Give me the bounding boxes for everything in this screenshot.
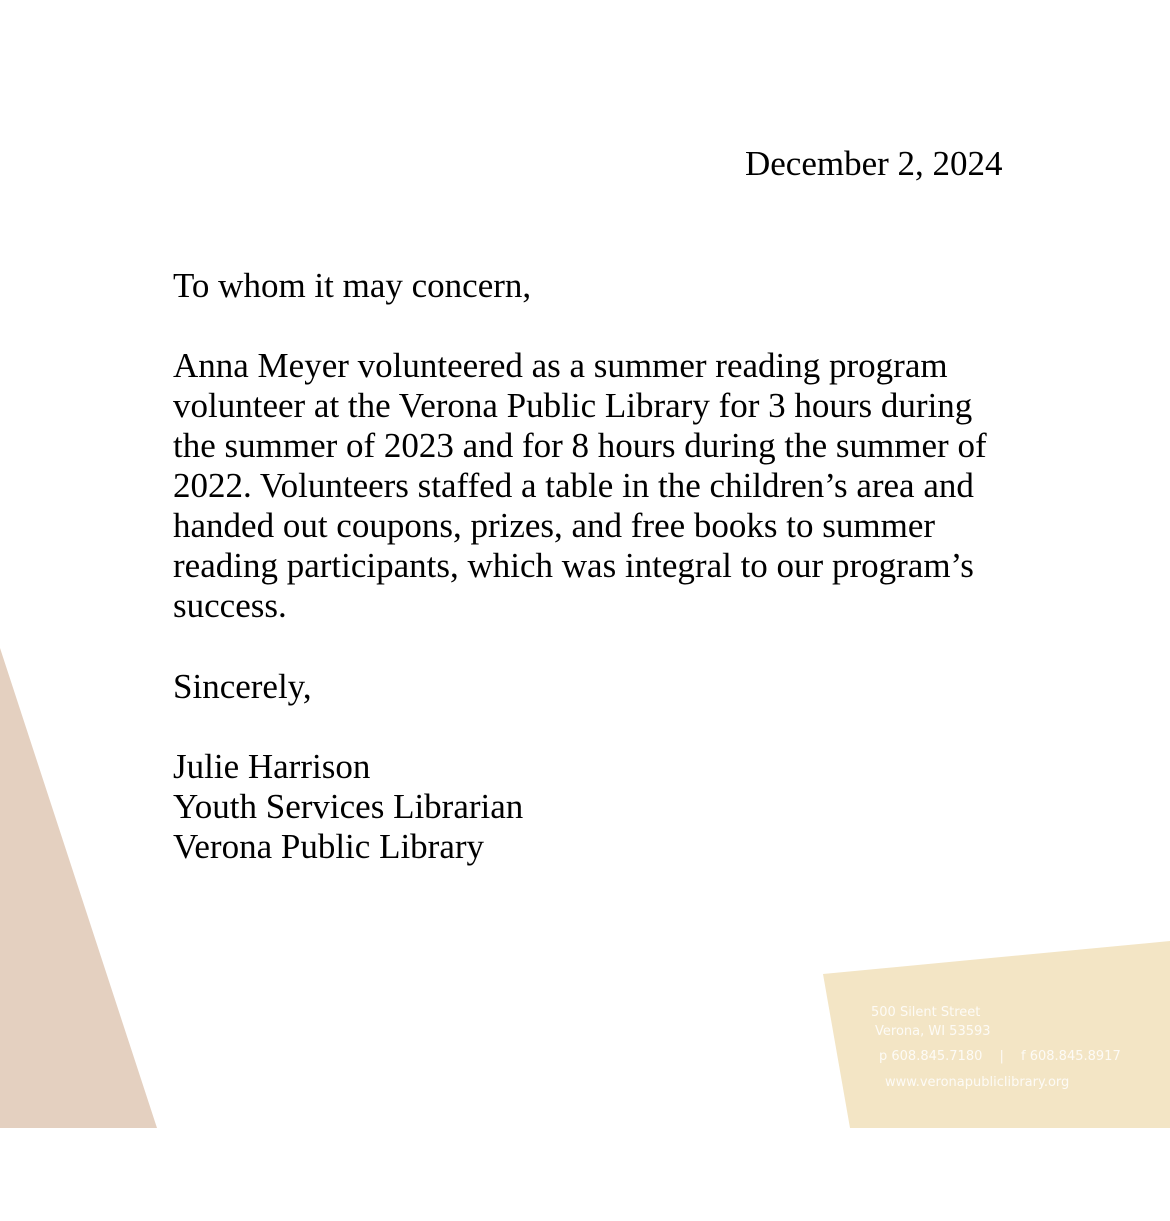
letter-closing: Sincerely, <box>173 667 312 706</box>
left-beige-shape <box>0 648 157 1128</box>
letter-salutation: To whom it may concern, <box>173 266 532 305</box>
signer-organization: Verona Public Library <box>173 827 485 866</box>
body-line: handed out coupons, prizes, and free books to summer <box>173 506 936 545</box>
body-line: 2022. Volunteers staffed a table in the children’s area and <box>173 466 974 505</box>
footer-street: 500 Silent Street <box>871 1005 981 1020</box>
footer-website-link[interactable]: www.veronapubliclibrary.org <box>885 1075 1070 1090</box>
footer-contact <box>879 1048 1121 1066</box>
signer-name: Julie Harrison <box>173 747 371 786</box>
body-line: success. <box>173 586 287 625</box>
body-line: Anna Meyer volunteered as a summer reading program <box>173 346 948 385</box>
footer-phone: p 608.845.7180 <box>879 1049 983 1064</box>
letter-body <box>173 346 1003 626</box>
footer-city: Verona, WI 53593 <box>875 1024 991 1039</box>
body-line: volunteer at the Verona Public Library for 3 hours during <box>173 386 973 425</box>
footer-fax: f 608.845.8917 <box>1021 1049 1121 1064</box>
signature-block <box>173 747 523 867</box>
body-line: reading participants, which was integral to our program’s <box>173 546 974 585</box>
letter-date: December 2, 2024 <box>745 144 1003 183</box>
signer-title: Youth Services Librarian <box>173 787 524 826</box>
body-line: the summer of 2023 and for 8 hours during the summer of <box>173 426 987 465</box>
footer-separator: | <box>999 1049 1004 1064</box>
